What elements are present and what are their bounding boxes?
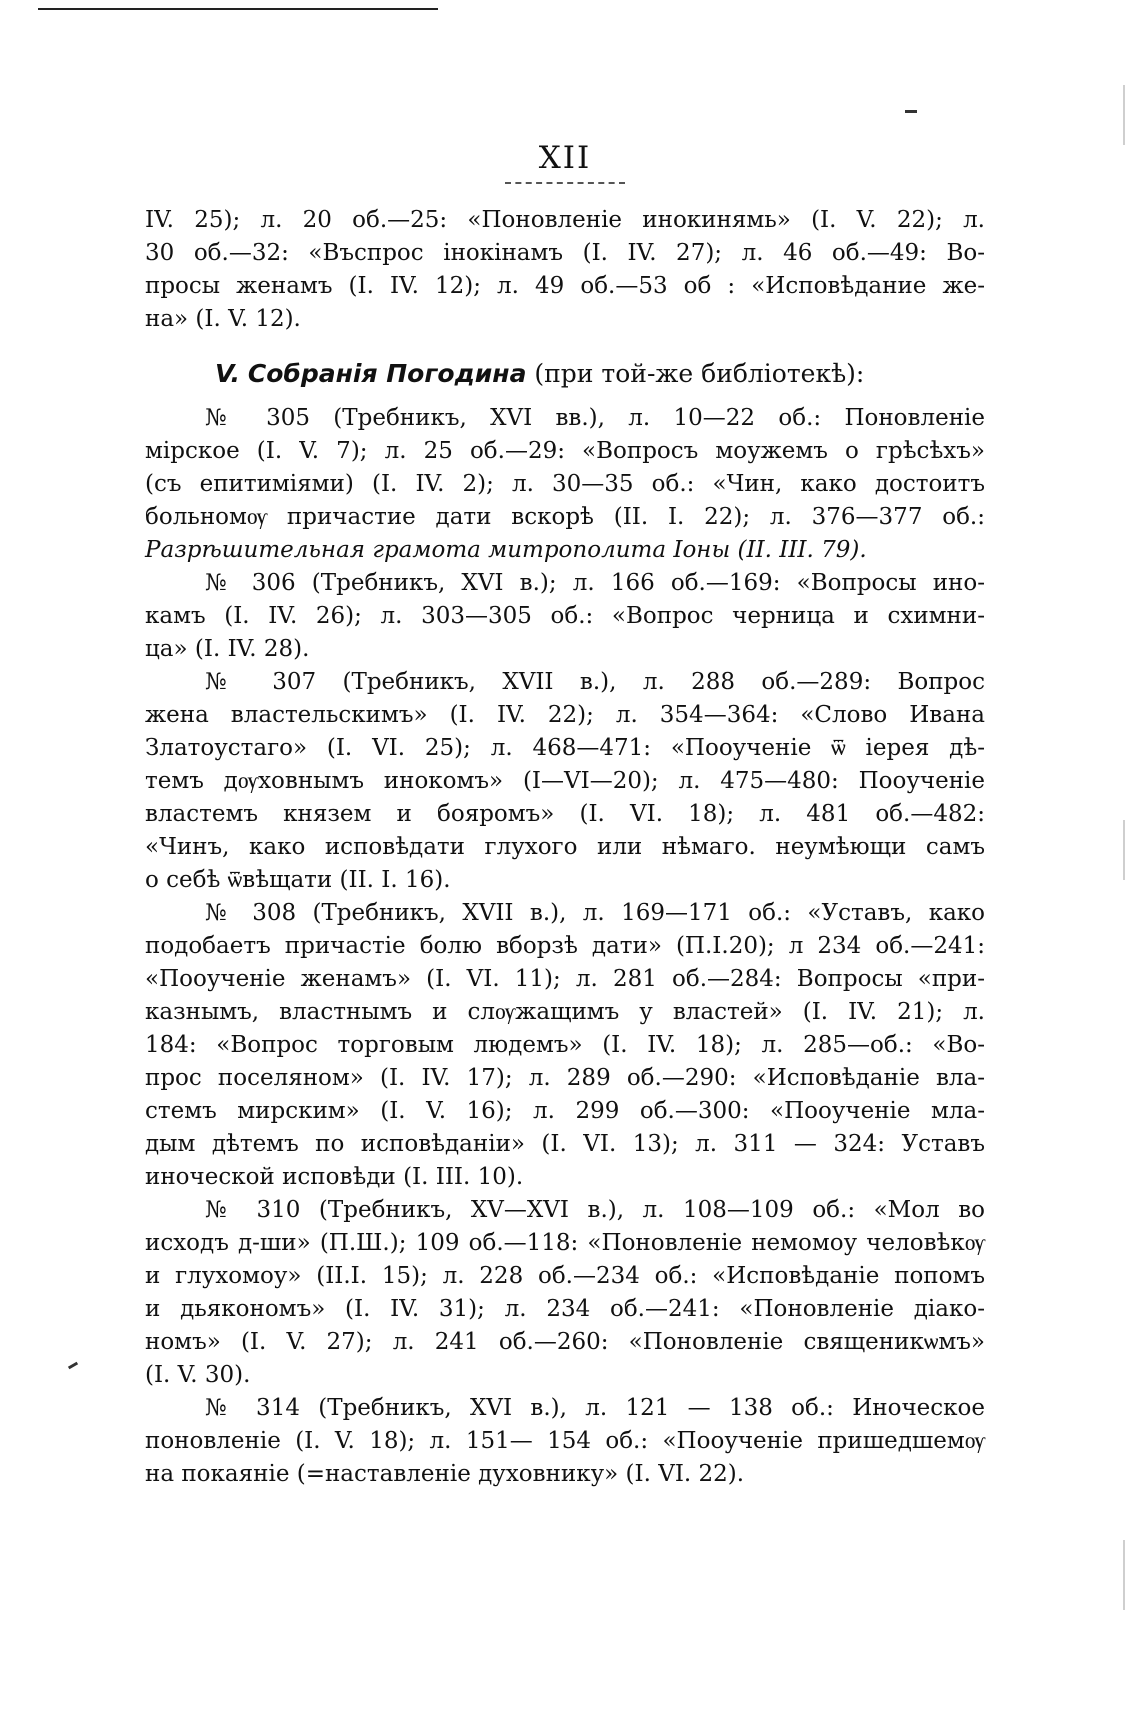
text-line: поновленіе (I. V. 18); л. 151— 154 об.: «Пооученіе пришедшемѹ xyxy=(145,1428,985,1454)
section-heading xyxy=(145,356,985,392)
entry-307 xyxy=(145,666,985,897)
text-line: Разрѣшительная грамота митрополита Іоны (II. III. 79). xyxy=(145,537,867,563)
page-number-underline xyxy=(505,182,625,184)
text-line: «Чинъ, како исповѣдати глухого или нѣмаго. неумѣющи самъ xyxy=(145,834,985,860)
text-line: исходъ д-ши» (П.Ш.); 109 об.—118: «Поновленіе немомоу человѣкѹ xyxy=(145,1230,985,1256)
section-roman: V. xyxy=(215,359,240,388)
text-line: ца» (I. IV. 28). xyxy=(145,636,310,662)
entry-310 xyxy=(145,1194,985,1392)
text-line: 184: «Вопрос торговым людемъ» (I. IV. 18); л. 285—об.: «Во- xyxy=(145,1032,985,1058)
text-line: Златоустаго» (I. VI. 25); л. 468—471: «Пооученіе ѿ iерея дѣ- xyxy=(145,735,985,761)
text-line: иноческой исповѣди (I. III. 10). xyxy=(145,1164,524,1190)
section-subtitle: (при той-же библіотекѣ): xyxy=(534,359,865,388)
text-line: темъ дѹховнымъ инокомъ» (I—VI—20); л. 475—480: Пооученіе xyxy=(145,768,985,794)
stray-mark-top xyxy=(905,110,917,113)
text-line: мірское (I. V. 7); л. 25 об.—29: «Вопросъ моужемъ о грѣсѣхъ» xyxy=(145,438,985,464)
text-line: прос поселяном» (I. IV. 17); л. 289 об.—290: «Исповѣданіе вла- xyxy=(145,1065,985,1091)
text-line: 30 об.—32: «Въспрос iнокiнамъ (I. IV. 27); л. 46 об.—49: Во- xyxy=(145,240,985,266)
stray-mark-left xyxy=(68,1362,78,1370)
entry-308 xyxy=(145,897,985,1194)
text-line: камъ (I. IV. 26); л. 303—305 об.: «Вопрос черница и схимни- xyxy=(145,603,985,629)
text-line: IV. 25); л. 20 об.—25: «Поновленie инокинямь» (I. V. 22); л. xyxy=(145,207,985,233)
text-line: властемъ князем и бояромъ» (I. VI. 18); л. 481 об.—482: xyxy=(145,801,985,827)
intro-paragraph xyxy=(145,204,985,336)
text-line: на покаяніе (=наставленіе духовнику» (I. VI. 22). xyxy=(145,1461,745,1487)
page-number: XII xyxy=(538,140,592,176)
edge-rule-middle xyxy=(1123,820,1125,880)
text-line: № 314 (Требникъ, XVI в.), л. 121 — 138 об.: Иноческое xyxy=(205,1395,985,1421)
text-line: казнымъ, властнымъ и слѹжащимъ у властей» (I. IV. 21); л. xyxy=(145,999,985,1025)
text-line: на» (I. V. 12). xyxy=(145,306,301,332)
top-rule xyxy=(38,8,438,10)
text-line: подобаетъ причастіе болю вборзѣ дати» (П.I.20); л 234 об.—241: xyxy=(145,933,985,959)
text-line: № 307 (Требникъ, XVII в.), л. 288 об.—289: Вопрос xyxy=(205,669,985,695)
text-line: о себѣ ѿвѣщати (II. I. 16). xyxy=(145,867,451,893)
text-line: и дьякономъ» (I. IV. 31); л. 234 об.—241: «Поновленіе діако- xyxy=(145,1296,985,1322)
text-line: № 310 (Требникъ, XV—XVI в.), л. 108—109 об.: «Мол во xyxy=(205,1197,985,1223)
text-line: номъ» (I. V. 27); л. 241 об.—260: «Поновленіе священикѡмъ» xyxy=(145,1329,985,1355)
entry-305 xyxy=(145,402,985,567)
text-line: (съ епитиміями) (I. IV. 2); л. 30—35 об.: «Чин, како достоитъ xyxy=(145,471,985,497)
entry-306 xyxy=(145,567,985,666)
text-line: «Пооученіе женамъ» (I. VI. 11); л. 281 об.—284: Вопросы «при- xyxy=(145,966,985,992)
text-line: (I. V. 30). xyxy=(145,1362,251,1388)
text-line: больномѹ причастие дати вскорѣ (II. I. 22); л. 376—377 об.: xyxy=(145,504,985,530)
text-line: № 306 (Требникъ, XVI в.); л. 166 об.—169: «Вопросы ино- xyxy=(205,570,985,596)
edge-rule-upper xyxy=(1123,85,1125,145)
text-line: просы женамъ (I. IV. 12); л. 49 об.—53 об : «Исповѣдание же- xyxy=(145,273,985,299)
text-line: стемъ мирским» (I. V. 16); л. 299 об.—300: «Пооученіе мла- xyxy=(145,1098,985,1124)
text-line: дым дѣтемъ по исповѣданіи» (I. VI. 13); л. 311 — 324: Уставъ xyxy=(145,1131,985,1157)
text-line: жена властельскимъ» (I. IV. 22); л. 354—364: «Слово Ивана xyxy=(145,702,985,728)
text-line: и глухомоу» (II.I. 15); л. 228 об.—234 об.: «Исповѣданіе попомъ xyxy=(145,1263,985,1289)
page xyxy=(145,140,985,1491)
edge-rule-lower xyxy=(1123,1540,1125,1610)
section-title: Собранія Погодина xyxy=(247,359,527,388)
text-line: № 305 (Требникъ, XVI вв.), л. 10—22 об.: Поновленіе xyxy=(205,405,985,431)
entry-314 xyxy=(145,1392,985,1491)
text-line: № 308 (Требникъ, XVII в.), л. 169—171 об.: «Уставъ, како xyxy=(205,900,985,926)
